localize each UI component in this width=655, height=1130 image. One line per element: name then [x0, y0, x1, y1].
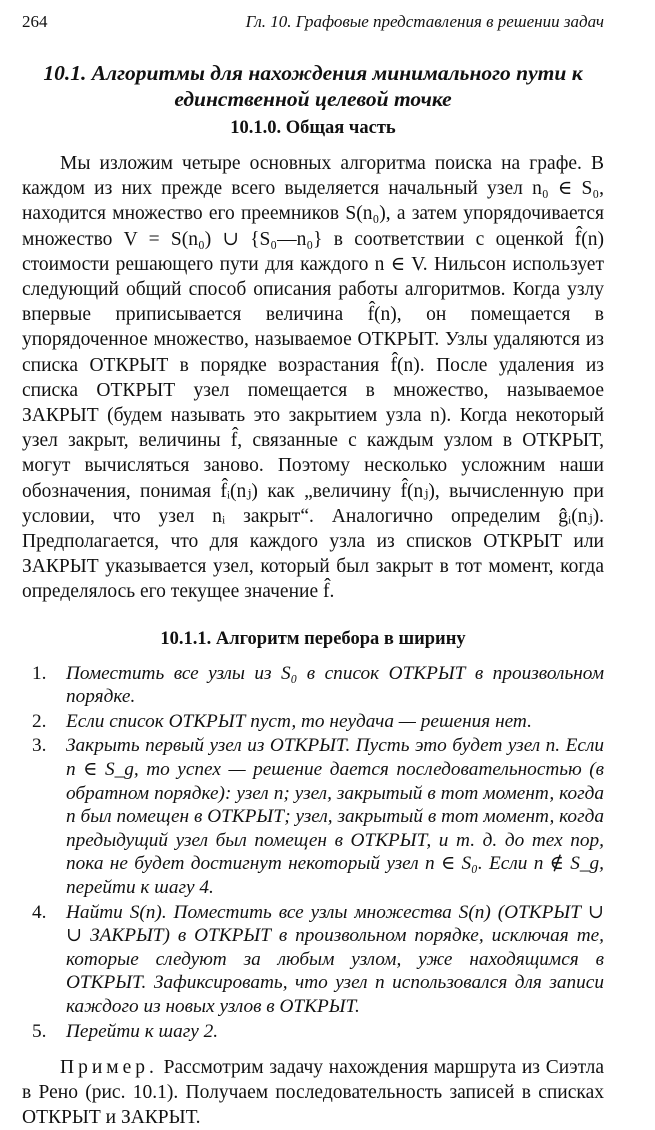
algorithm-step: [22, 734, 604, 899]
book-page: [22, 12, 604, 1130]
step-number: 3.: [32, 735, 47, 757]
chapter-title: 10.1. Алгоритмы для нахождения минимального пути к единственной целевой точке: [43, 61, 583, 111]
example-lead: Пример.: [60, 1057, 158, 1079]
algorithm-step: [22, 710, 604, 734]
step-number: 5.: [32, 1020, 47, 1042]
intro-paragraph: Мы изложим четыре основных алгоритма поиска на графе. В каждом из них прежде всего выделяется начальный узел n₀ ∈ S₀, находится множество его преемников S(n₀), а затем упорядочивается множество V = S(n₀) ∪ {S₀—n₀} в соответствии с оценкой f̂(n) стоимости решающего пути для каждого n ∈ V. Нильсон использует следующий общий способ описания работы алгоритмов. Когда узлу впервые приписывается величина f̂(n), он помещается в упорядоченное множество, называемое ОТКРЫТ. Узлы удаляются из списка ОТКРЫТ в порядке возрастания f̂(n). После удаления из списка ОТКРЫТ узел помещается в множество, называемое ЗАКРЫТ (будем называть это закрытием узла n). Когда некоторый узел закрыт, величины f̂, связанные с каждым узлом в ОТКРЫТ, могут вычисляться заново. Поэтому несколько усложним наши обозначения, понимая f̂ᵢ(nⱼ) как „величину f̂(nⱼ), вычисленную при условии, что узел nᵢ закрыт“. Аналогично определим ĝᵢ(nⱼ). Предполагается, что для каждого узла из списков ОТКРЫТ или ЗАКРЫТ указывается узел, который был закрыт в тот момент, когда определялось его текущее значение f̂.: [22, 153, 604, 603]
running-head: Гл. 10. Графовые представления в решении задач: [245, 12, 604, 31]
step-text: Найти S(n). Поместить все узлы множества S(n) (ОТКРЫТ ∪ ∪ ЗАКРЫТ) в ОТКРЫТ в произвольном порядке, исключая те, которые следуют за любым узлом, уже находящимся в ОТКРЫТ. Зафиксировать, что узел n использовался для записи каждого из новых узлов в ОТКРЫТ.: [66, 901, 604, 1017]
page-header: [22, 12, 604, 36]
step-number: 4.: [32, 901, 47, 923]
step-text: Закрыть первый узел из ОТКРЫТ. Пусть это будет узел n. Если n ∈ S_g, то успех — решение дается последовательностью (в обратном порядке): узел n; узел, закрытый в тот момент, когда n был помещен в ОТКРЫТ; узел, закрытый в тот момент, когда предыдущий узел был помещен в ОТКРЫТ, и т. д. до тех пор, пока не будет достигнут некоторый узел n ∈ S₀. Если n ∉ S_g, перейти к шагу 4.: [66, 735, 604, 898]
page-number: 264: [22, 12, 48, 31]
step-number: 1.: [32, 662, 47, 684]
example-text: Рассмотрим задачу нахождения маршрута из Сиэтла в Рено (рис. 10.1). Получаем последовательность записей в списках ОТКРЫТ и ЗАКРЫТ.: [22, 1057, 604, 1129]
example-paragraph: [22, 1055, 604, 1130]
step-number: 2.: [32, 710, 47, 732]
step-text: Поместить все узлы из S₀ в список ОТКРЫТ в произвольном порядке.: [66, 662, 604, 708]
algorithm-steps: [22, 662, 604, 1044]
subsection-title: 10.1.0. Общая часть: [230, 118, 396, 138]
step-text: Перейти к шагу 2.: [66, 1020, 219, 1042]
section-title: 10.1.1. Алгоритм перебора в ширину: [160, 628, 466, 649]
algorithm-step: [22, 662, 604, 709]
algorithm-step: [22, 1020, 604, 1044]
step-text: Если список ОТКРЫТ пуст, то неудача — решения нет.: [66, 710, 532, 732]
algorithm-step: [22, 901, 604, 1019]
